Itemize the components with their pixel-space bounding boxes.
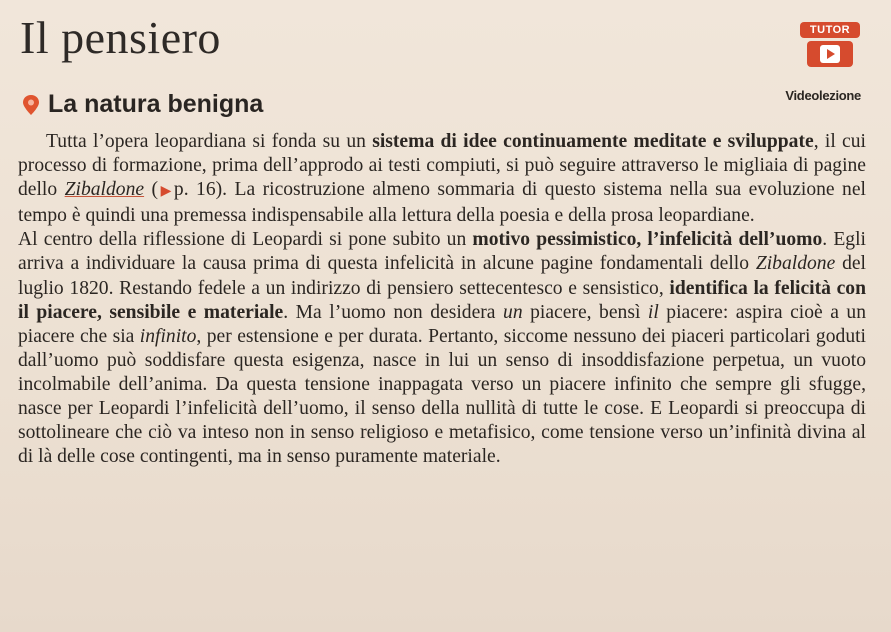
body-text	[18, 130, 866, 469]
text-span: . Egli arriva a individuare la causa prima di questa infelicità in alcune pagine fondamentali dello	[18, 229, 866, 275]
section-title-text: La natura benigna	[48, 90, 264, 118]
text-span: . Ma l’uomo non desidera	[283, 301, 504, 323]
italic-span: il	[647, 301, 659, 323]
arrow-right-icon: ▶	[158, 184, 174, 200]
italic-span: Zibaldone	[755, 253, 836, 275]
chapter-title: Il pensiero	[20, 12, 221, 63]
text-span: piacere: aspira cioè a un piacere che sia	[18, 301, 867, 347]
play-icon[interactable]	[807, 41, 853, 67]
bold-span: identifica la felicità con il piacere, sensibile e materiale	[18, 277, 867, 323]
video-lesson-label[interactable]: Videolezione	[785, 88, 861, 103]
italic-span: un	[503, 301, 523, 323]
bold-span: motivo pessimistico, l’infelicità dell’uomo	[472, 229, 823, 251]
paragraph-2	[18, 228, 866, 469]
tutor-video-button[interactable]	[800, 22, 860, 67]
tutor-badge: TUTOR	[800, 22, 860, 38]
bold-span: sistema di idee continuamente meditate e sviluppate	[372, 131, 814, 152]
paragraph-1	[18, 130, 866, 228]
text-span: (	[144, 179, 159, 201]
text-span: del luglio 1820. Restando fedele a un indirizzo di pensiero settecentesco e sensistico,	[18, 253, 867, 299]
page-reference[interactable]: p. 16	[173, 179, 216, 201]
text-span: Tutta l’opera leopardiana si fonda su un	[46, 131, 373, 152]
text-span: piacere, bensì	[522, 301, 648, 323]
text-span: Al centro della riflessione di Leopardi si pone subito un	[18, 229, 473, 251]
section-title	[22, 90, 263, 119]
text-span: ). La ricostruzione almeno sommaria di questo sistema nella sua evoluzione nel tempo è quindi una premessa indispensabile alla lettura della poesia e della prosa leopardiane.	[18, 179, 866, 227]
text-span: , per estensione e per durata. Pertanto, siccome nessuno dei piaceri particolari goduti dall’uomo può soddisfare questa esigenza, nasce in lui un senso di insoddisfazione perpetua, un vuoto incolmabile dell’anima. Da questa tensione inappagata verso un piacere infinito che sempre gli sfugge, nasce per Leopardi l’infelicità dell’uomo, il senso della nullità di tutte le cose. E Leopardi si preoccupa di sottolineare che ciò va inteso non in senso religioso e metafisico, come tensione verso un’infinità divina al di là delle cose contingenti, ma in senso puramente materiale.	[18, 325, 867, 468]
italic-span: infinito	[139, 325, 197, 347]
text-span: , il cui processo di formazione, prima dell’approdo ai testi compiuti, si può seguire attraverso le migliaia di pagine dello	[18, 131, 866, 201]
zibaldone-link[interactable]: Zibaldone	[64, 179, 145, 201]
map-pin-icon	[22, 94, 40, 116]
